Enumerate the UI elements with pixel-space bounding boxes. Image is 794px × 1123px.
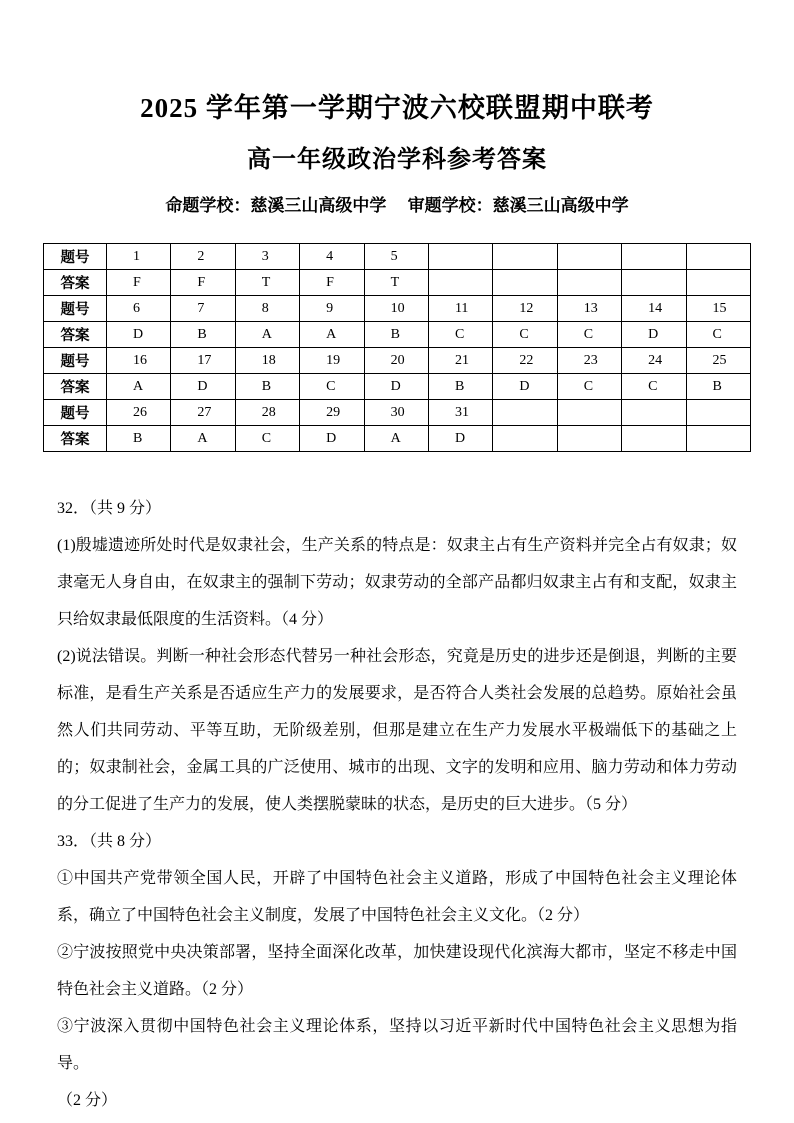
answer-table-cell: D xyxy=(493,374,557,400)
answer-table-cell: 8 xyxy=(235,296,299,322)
answer-table-cell: 19 xyxy=(300,348,364,374)
answer-table-row-label: 题号 xyxy=(44,400,107,426)
answer-table-row-label: 答案 xyxy=(44,374,107,400)
answer-table-cell: A xyxy=(235,322,299,348)
answer-table-cell: C xyxy=(686,322,750,348)
answer-table-row-label: 题号 xyxy=(44,348,107,374)
answer-table-row xyxy=(44,426,751,452)
answer-table-row xyxy=(44,348,751,374)
answer-table-row xyxy=(44,400,751,426)
answer-table-cell: 16 xyxy=(107,348,171,374)
answer-table-cell: C xyxy=(428,322,492,348)
answer-table-cell xyxy=(622,244,686,270)
answer-table-cell: D xyxy=(364,374,428,400)
answer-table-cell: C xyxy=(235,426,299,452)
answer-table-row-label: 题号 xyxy=(44,244,107,270)
answer-table-cell: B xyxy=(171,322,235,348)
answer-table-cell: T xyxy=(364,270,428,296)
answer-table-cell: 30 xyxy=(364,400,428,426)
answer-table-cell xyxy=(622,426,686,452)
answer-table-cell: C xyxy=(557,322,621,348)
answer-table-cell: 25 xyxy=(686,348,750,374)
answer-table-cell xyxy=(428,270,492,296)
answer-table-cell: 11 xyxy=(428,296,492,322)
answer-table-cell: 23 xyxy=(557,348,621,374)
answer-table-cell: 28 xyxy=(235,400,299,426)
answer-key-table xyxy=(43,243,751,452)
answer-table-row-label: 答案 xyxy=(44,270,107,296)
answer-table-cell: 24 xyxy=(622,348,686,374)
answer-table-cell xyxy=(557,244,621,270)
answer-table-row xyxy=(44,322,751,348)
answer-table-cell: 2 xyxy=(171,244,235,270)
answer-table-row-label: 答案 xyxy=(44,426,107,452)
answer-table-cell xyxy=(686,244,750,270)
question-32-header: 32．（共 9 分） xyxy=(57,500,162,517)
answer-table-cell: 3 xyxy=(235,244,299,270)
answer-table-cell: 12 xyxy=(493,296,557,322)
answer-table-cell: 15 xyxy=(686,296,750,322)
schools-line: 命题学校：慈溪三山高级中学 审题学校：慈溪三山高级中学 xyxy=(165,196,629,215)
answer-table-cell xyxy=(557,426,621,452)
answer-table-cell: 4 xyxy=(300,244,364,270)
answer-table-cell: C xyxy=(493,322,557,348)
answer-table-cell: 31 xyxy=(428,400,492,426)
document-subtitle: 高一年级政治学科参考答案 xyxy=(247,147,547,173)
answer-table-row-label: 题号 xyxy=(44,296,107,322)
answer-table-cell xyxy=(493,244,557,270)
answer-table-cell: F xyxy=(171,270,235,296)
question-33-point1: ①中国共产党带领全国人民，开辟了中国特色社会主义道路，形成了中国特色社会主义理论体系，确立了中国特色社会主义制度，发展了中国特色社会主义文化。（2 分） xyxy=(57,870,737,924)
answer-table-cell: 5 xyxy=(364,244,428,270)
answer-table-cell: 18 xyxy=(235,348,299,374)
answer-table-cell: A xyxy=(107,374,171,400)
answer-table-cell xyxy=(557,400,621,426)
answer-table-cell xyxy=(686,400,750,426)
answer-table-cell xyxy=(686,426,750,452)
answer-table-cell: 26 xyxy=(107,400,171,426)
answer-table-cell: F xyxy=(107,270,171,296)
answer-table-cell: B xyxy=(364,322,428,348)
answer-table-cell xyxy=(493,270,557,296)
answer-table-cell: T xyxy=(235,270,299,296)
answer-table-cell: 27 xyxy=(171,400,235,426)
answer-table-cell: C xyxy=(300,374,364,400)
answer-table-cell: 10 xyxy=(364,296,428,322)
answer-table-cell: 7 xyxy=(171,296,235,322)
answer-table-cell: C xyxy=(622,374,686,400)
question-33-point3-score: （2 分） xyxy=(57,1092,118,1109)
answer-table-row xyxy=(44,296,751,322)
answer-table-cell: 20 xyxy=(364,348,428,374)
answer-table-cell: D xyxy=(300,426,364,452)
answer-table-cell: D xyxy=(622,322,686,348)
answer-body xyxy=(57,490,737,1119)
answer-table-cell: B xyxy=(428,374,492,400)
answer-table-cell: 17 xyxy=(171,348,235,374)
answer-table-cell: C xyxy=(557,374,621,400)
answer-table-cell: 9 xyxy=(300,296,364,322)
answer-table-row xyxy=(44,374,751,400)
document-title: 2025 学年第一学期宁波六校联盟期中联考 xyxy=(140,93,654,123)
answer-table-cell: A xyxy=(171,426,235,452)
answer-table-cell xyxy=(493,400,557,426)
question-33-point3: ③宁波深入贯彻中国特色社会主义理论体系，坚持以习近平新时代中国特色社会主义思想为指导。 xyxy=(57,1018,737,1072)
question-32-part2: (2)说法错误。判断一种社会形态代替另一种社会形态，究竟是历史的进步还是倒退，判断的主要标准，是看生产关系是否适应生产力的发展要求，是否符合人类社会发展的总趋势。原始社会虽然人们共同劳动、平等互助，无阶级差别，但那是建立在生产力发展水平极端低下的基础之上的；奴隶制社会，金属工具的广泛使用、城市的出现、文字的发明和应用、脑力劳动和体力劳动的分工促进了生产力的发展，使人类摆脱蒙昧的状态，是历史的巨大进步。（5 分） xyxy=(57,648,737,813)
answer-table-cell xyxy=(493,426,557,452)
answer-table-cell: 22 xyxy=(493,348,557,374)
answer-table-cell: B xyxy=(107,426,171,452)
answer-table-cell xyxy=(686,270,750,296)
answer-table-row-label: 答案 xyxy=(44,322,107,348)
answer-table-cell xyxy=(557,270,621,296)
answer-table-cell: B xyxy=(235,374,299,400)
answer-table-cell: A xyxy=(300,322,364,348)
answer-table-cell: 14 xyxy=(622,296,686,322)
answer-table-cell: 6 xyxy=(107,296,171,322)
answer-table-cell: 13 xyxy=(557,296,621,322)
answer-table-row xyxy=(44,244,751,270)
question-33-header: 33．（共 8 分） xyxy=(57,833,162,850)
answer-table-cell: A xyxy=(364,426,428,452)
answer-table-cell xyxy=(622,270,686,296)
answer-table-cell: 1 xyxy=(107,244,171,270)
question-33-point2: ②宁波按照党中央决策部署，坚持全面深化改革，加快建设现代化滨海大都市，坚定不移走中国特色社会主义道路。（2 分） xyxy=(57,944,737,998)
answer-table-cell: D xyxy=(171,374,235,400)
answer-table-cell: 21 xyxy=(428,348,492,374)
answer-table-cell: F xyxy=(300,270,364,296)
answer-table-cell: D xyxy=(428,426,492,452)
answer-table-cell xyxy=(622,400,686,426)
answer-table-row xyxy=(44,270,751,296)
answer-table-cell xyxy=(428,244,492,270)
answer-table-cell: 29 xyxy=(300,400,364,426)
question-32-part1: (1)殷墟遗迹所处时代是奴隶社会，生产关系的特点是：奴隶主占有生产资料并完全占有奴隶；奴隶毫无人身自由，在奴隶主的强制下劳动；奴隶劳动的全部产品都归奴隶主占有和支配，奴隶主只给奴隶最低限度的生活资料。（4 分） xyxy=(57,537,737,628)
answer-table-cell: D xyxy=(107,322,171,348)
answer-table-cell: B xyxy=(686,374,750,400)
